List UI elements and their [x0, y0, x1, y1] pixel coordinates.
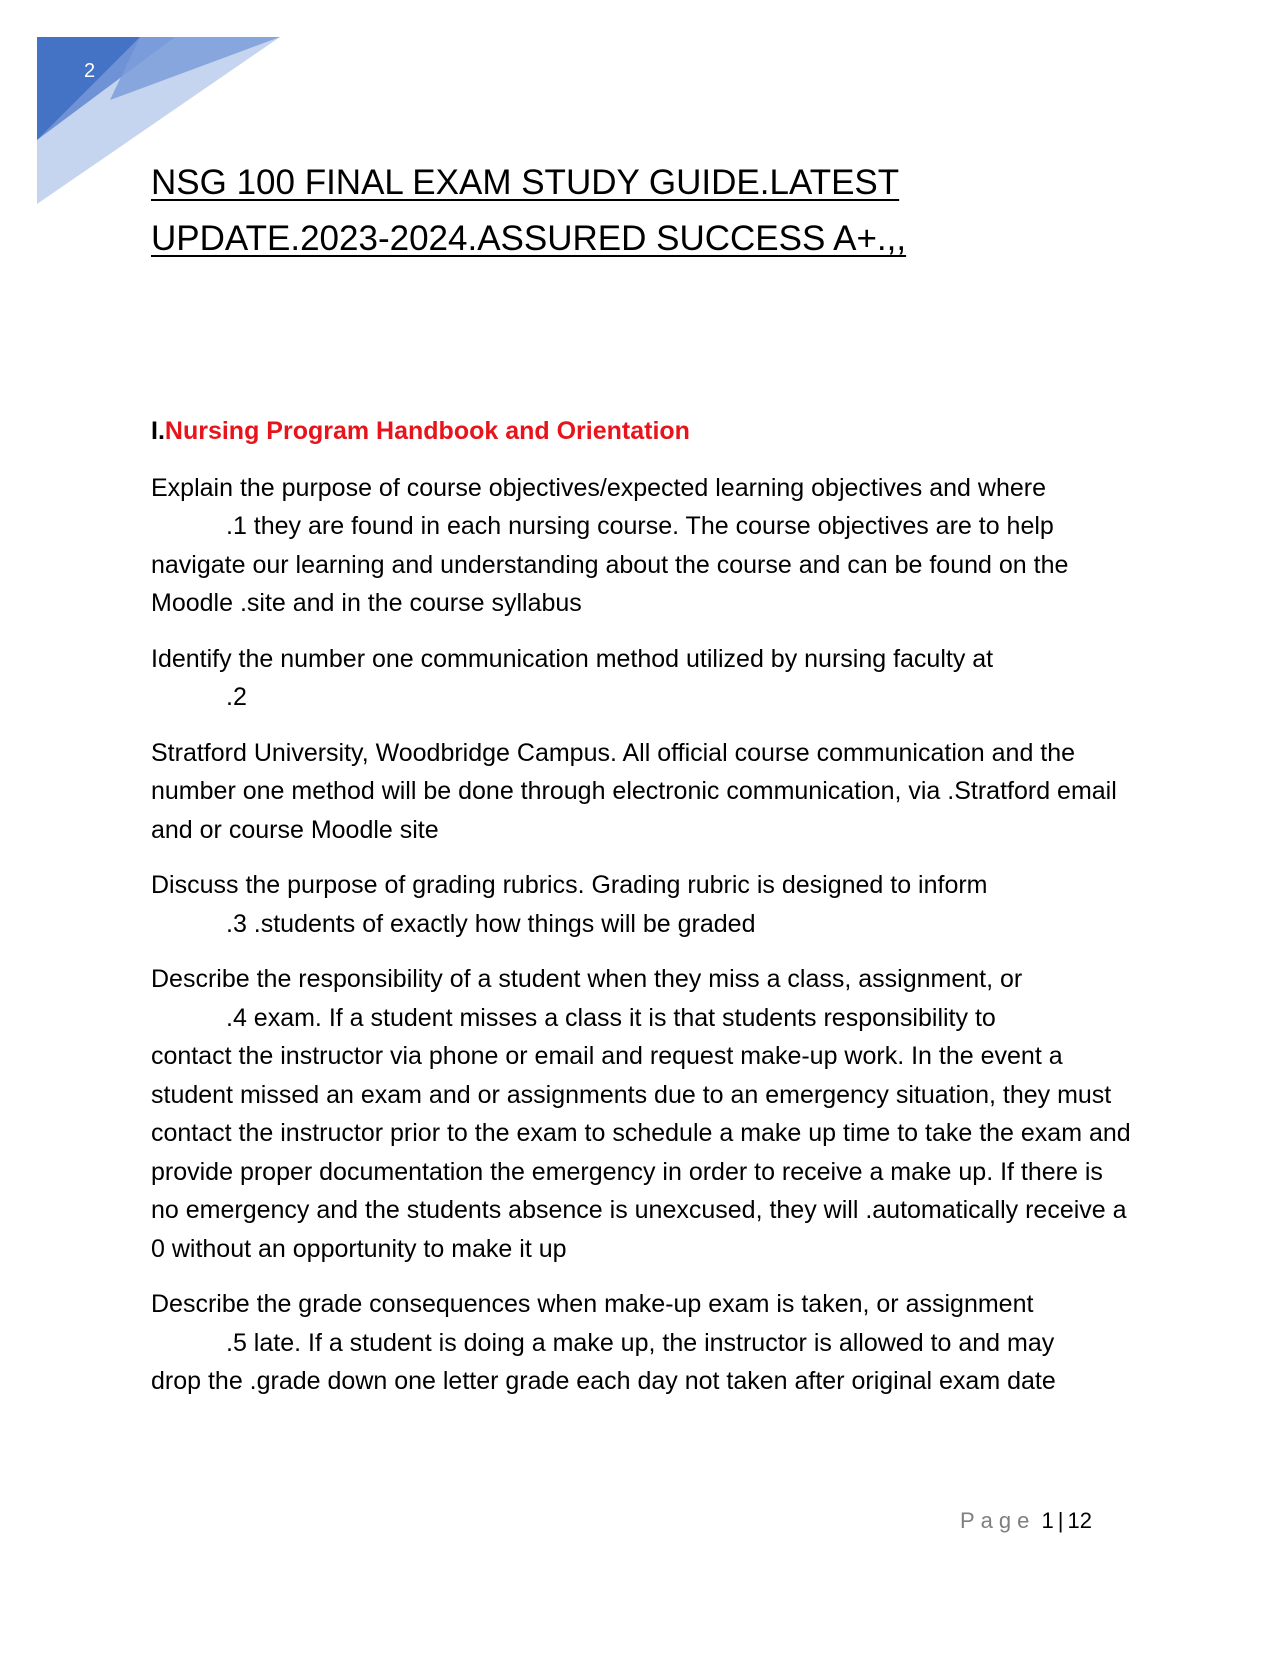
item-rest: navigate our learning and understanding about the course and can be found on the Moodle .site and in the course syllabus — [151, 550, 1069, 617]
total-pages: 12 — [1067, 1508, 1092, 1533]
list-item — [151, 960, 1131, 1268]
title-line-1: NSG 100 FINAL EXAM STUDY GUIDE.LATEST — [151, 163, 900, 202]
page-separator: | — [1057, 1508, 1064, 1533]
item-line-a: Stratford University, Woodbridge Campus. All official course communication and the number one method will be done through electronic communication, via .Stratford email and or course Moodle site — [151, 738, 1117, 844]
title-line-2: UPDATE.2023-2024.ASSURED SUCCESS A+.,, — [151, 219, 907, 258]
item-line-b: .4 exam. If a student misses a class it is that students responsibility to — [226, 1003, 996, 1032]
corner-page-number: 2 — [84, 60, 96, 82]
item-line-b: .1 they are found in each nursing course. The course objectives are to help — [226, 512, 1054, 540]
item-line-b: .5 late. If a student is doing a make up, the instructor is allowed to and may — [226, 1328, 1055, 1357]
list-item — [151, 866, 1131, 943]
item-line-a: Describe the responsibility of a student when they miss a class, assignment, or — [151, 965, 1023, 993]
section-number: I. — [151, 417, 165, 445]
list-item — [151, 469, 1131, 623]
list-item — [151, 734, 1131, 850]
item-rest: contact the instructor via phone or email and request make-up work. In the event a student missed an exam and or assignments due to an emergency situation, they must contact the instructor prior to the exam to schedule a make up time to take the exam and provide proper documentation the emergency in order to receive a make up. If there is no emergency and the students absence is unexcused, they will .automatically receive a 0 without an opportunity to make it up — [151, 1042, 1131, 1263]
list-item — [151, 1285, 1131, 1401]
section-title: Nursing Program Handbook and Orientation — [164, 417, 690, 445]
item-line-a: Describe the grade consequences when make-up exam is taken, or assignment — [151, 1290, 1034, 1318]
item-line-a: Explain the purpose of course objectives/expected learning objectives and where — [151, 473, 1046, 502]
section-heading — [151, 412, 1131, 451]
page-label: Page — [960, 1508, 1036, 1533]
page-footer — [960, 1508, 1092, 1534]
item-line-b: .3 .students of exactly how things will be graded — [226, 909, 756, 938]
item-rest: drop the .grade down one letter grade each day not taken after original exam date — [151, 1367, 1056, 1395]
item-line-a: Identify the number one communication method utilized by nursing faculty at — [151, 644, 994, 673]
list-item — [151, 640, 1131, 717]
item-line-a: Discuss the purpose of grading rubrics. Grading rubric is designed to inform — [151, 871, 988, 899]
item-line-b: .2 — [226, 683, 247, 711]
document-title — [151, 155, 1151, 267]
page-number: 1 — [1041, 1508, 1054, 1533]
document-body — [151, 412, 1131, 1418]
